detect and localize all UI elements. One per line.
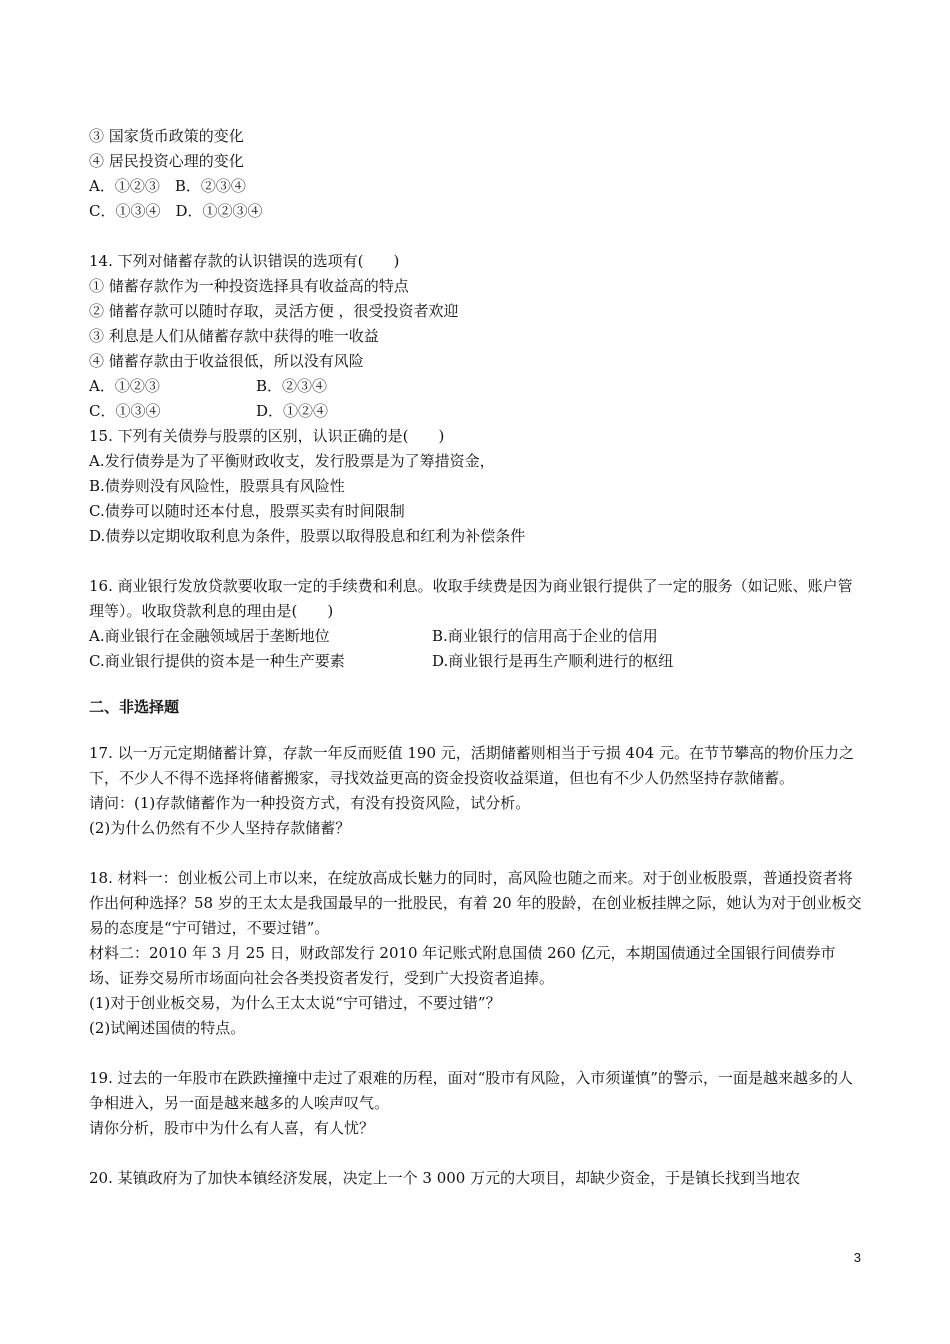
q14-item-2: ② 储蓄存款可以随时存取，灵活方便 ，很受投资者欢迎 [89,302,459,320]
q20-stem: 20. 某镇政府为了加快本镇经济发展，决定上一个 3 000 万元的大项目，却缺少资金，于是镇长找到当地农 [89,1169,801,1187]
q16-option-b: B.商业银行的信用高于企业的信用 [432,627,658,645]
q14-options-row-2 [89,399,864,424]
section-heading: 二、非选择题 [89,698,180,716]
spacer [89,224,864,249]
q19-question: 请你分析，股市中为什么有人喜，有人忧？ [89,1119,375,1137]
q18-material-2: 材料二：2010 年 3 月 25 日，财政部发行 2010 年记账式附息国债 260 亿元，本期国债通过全国银行间债券市场、证券交易所市场面向社会各类投资者发行，受到广大投资者追捧。 [89,944,836,987]
spacer [89,549,864,574]
q19-stem: 19. 过去的一年股市在跌跌撞撞中走过了艰难的历程，面对“股市有风险，入市须谨慎”的警示，一面是越来越多的人争相进入，另一面是越来越多的人唉声叹气。 [89,1069,853,1112]
q15-stem: 15. 下列有关债券与股票的区别，认识正确的是( ) [89,427,445,445]
q16-option-a: A.商业银行在金融领域居于垄断地位 [89,627,330,645]
q16-options-row-1 [89,624,864,649]
q13-item-3: ③ 国家货币政策的变化 [89,127,244,145]
q13-options-cd: C．①③④ D．①②③④ [89,202,263,220]
q16-options-row-2 [89,649,864,674]
q17-question-1: 请问：(1)存款储蓄作为一种投资方式，有没有投资风险，试分析。 [89,794,531,812]
q18-question-1: (1)对于创业板交易，为什么王太太说“宁可错过，不要过错”？ [89,994,501,1012]
q13-options-ab: A．①②③ B．②③④ [89,177,246,195]
q18-material-1: 18. 材料一：创业板公司上市以来，在绽放高成长魅力的同时，高风险也随之而来。对于创业板股票，普通投资者将作出何种选择？58 岁的王太太是我国最早的一批股民，有着 20 年的股龄，在创业板挂牌之际，她认为对于创业板交易的态度是“宁可错过，不要过错”。 [89,869,862,937]
q14-stem: 14. 下列对储蓄存款的认识错误的选项有( ) [89,252,400,270]
q14-item-3: ③ 利息是人们从储蓄存款中获得的唯一收益 [89,327,379,345]
q15-option-d: D.债券以定期收取利息为条件，股票以取得股息和红利为补偿条件 [89,527,526,545]
spacer [89,1041,864,1066]
q14-item-1: ① 储蓄存款作为一种投资选择具有收益高的特点 [89,277,409,295]
q15-option-c: C.债券可以随时还本付息，股票买卖有时间限制 [89,502,405,520]
q16-option-d: D.商业银行是再生产顺利进行的枢纽 [432,652,674,670]
spacer [89,720,864,741]
q14-option-d: D．①②④ [256,402,329,420]
q16-option-c: C.商业银行提供的资本是一种生产要素 [89,652,345,670]
q13-item-4: ④ 居民投资心理的变化 [89,152,244,170]
spacer [89,841,864,866]
page-number: 3 [853,1250,861,1265]
q14-options-row-1 [89,374,864,399]
q16-stem: 16. 商业银行发放贷款要收取一定的手续费和利息。收取手续费是因为商业银行提供了一定的服务（如记账、账户管理等）。收取贷款利息的理由是( ) [89,577,853,620]
q17-question-2: (2)为什么仍然有不少人坚持存款储蓄？ [89,819,351,837]
q14-item-4: ④ 储蓄存款由于收益很低，所以没有风险 [89,352,364,370]
page-content [89,124,864,1191]
spacer [89,1141,864,1166]
q18-question-2: (2)试阐述国债的特点。 [89,1019,246,1037]
q15-option-a: A.发行债券是为了平衡财政收支，发行股票是为了筹措资金， [89,452,495,470]
q14-option-a: A．①②③ [89,377,160,395]
q15-option-b: B.债券则没有风险性，股票具有风险性 [89,477,345,495]
q14-option-b: B．②③④ [256,377,328,395]
q14-option-c: C．①③④ [89,402,161,420]
spacer [89,674,864,695]
q17-stem: 17. 以一万元定期储蓄计算，存款一年反而贬值 190 元，活期储蓄则相当于亏损 404 元。在节节攀高的物价压力之下，不少人不得不选择将储蓄搬家，寻找效益更高的资金投资收益渠道，但也有不少人仍然坚持存款储蓄。 [89,744,854,787]
